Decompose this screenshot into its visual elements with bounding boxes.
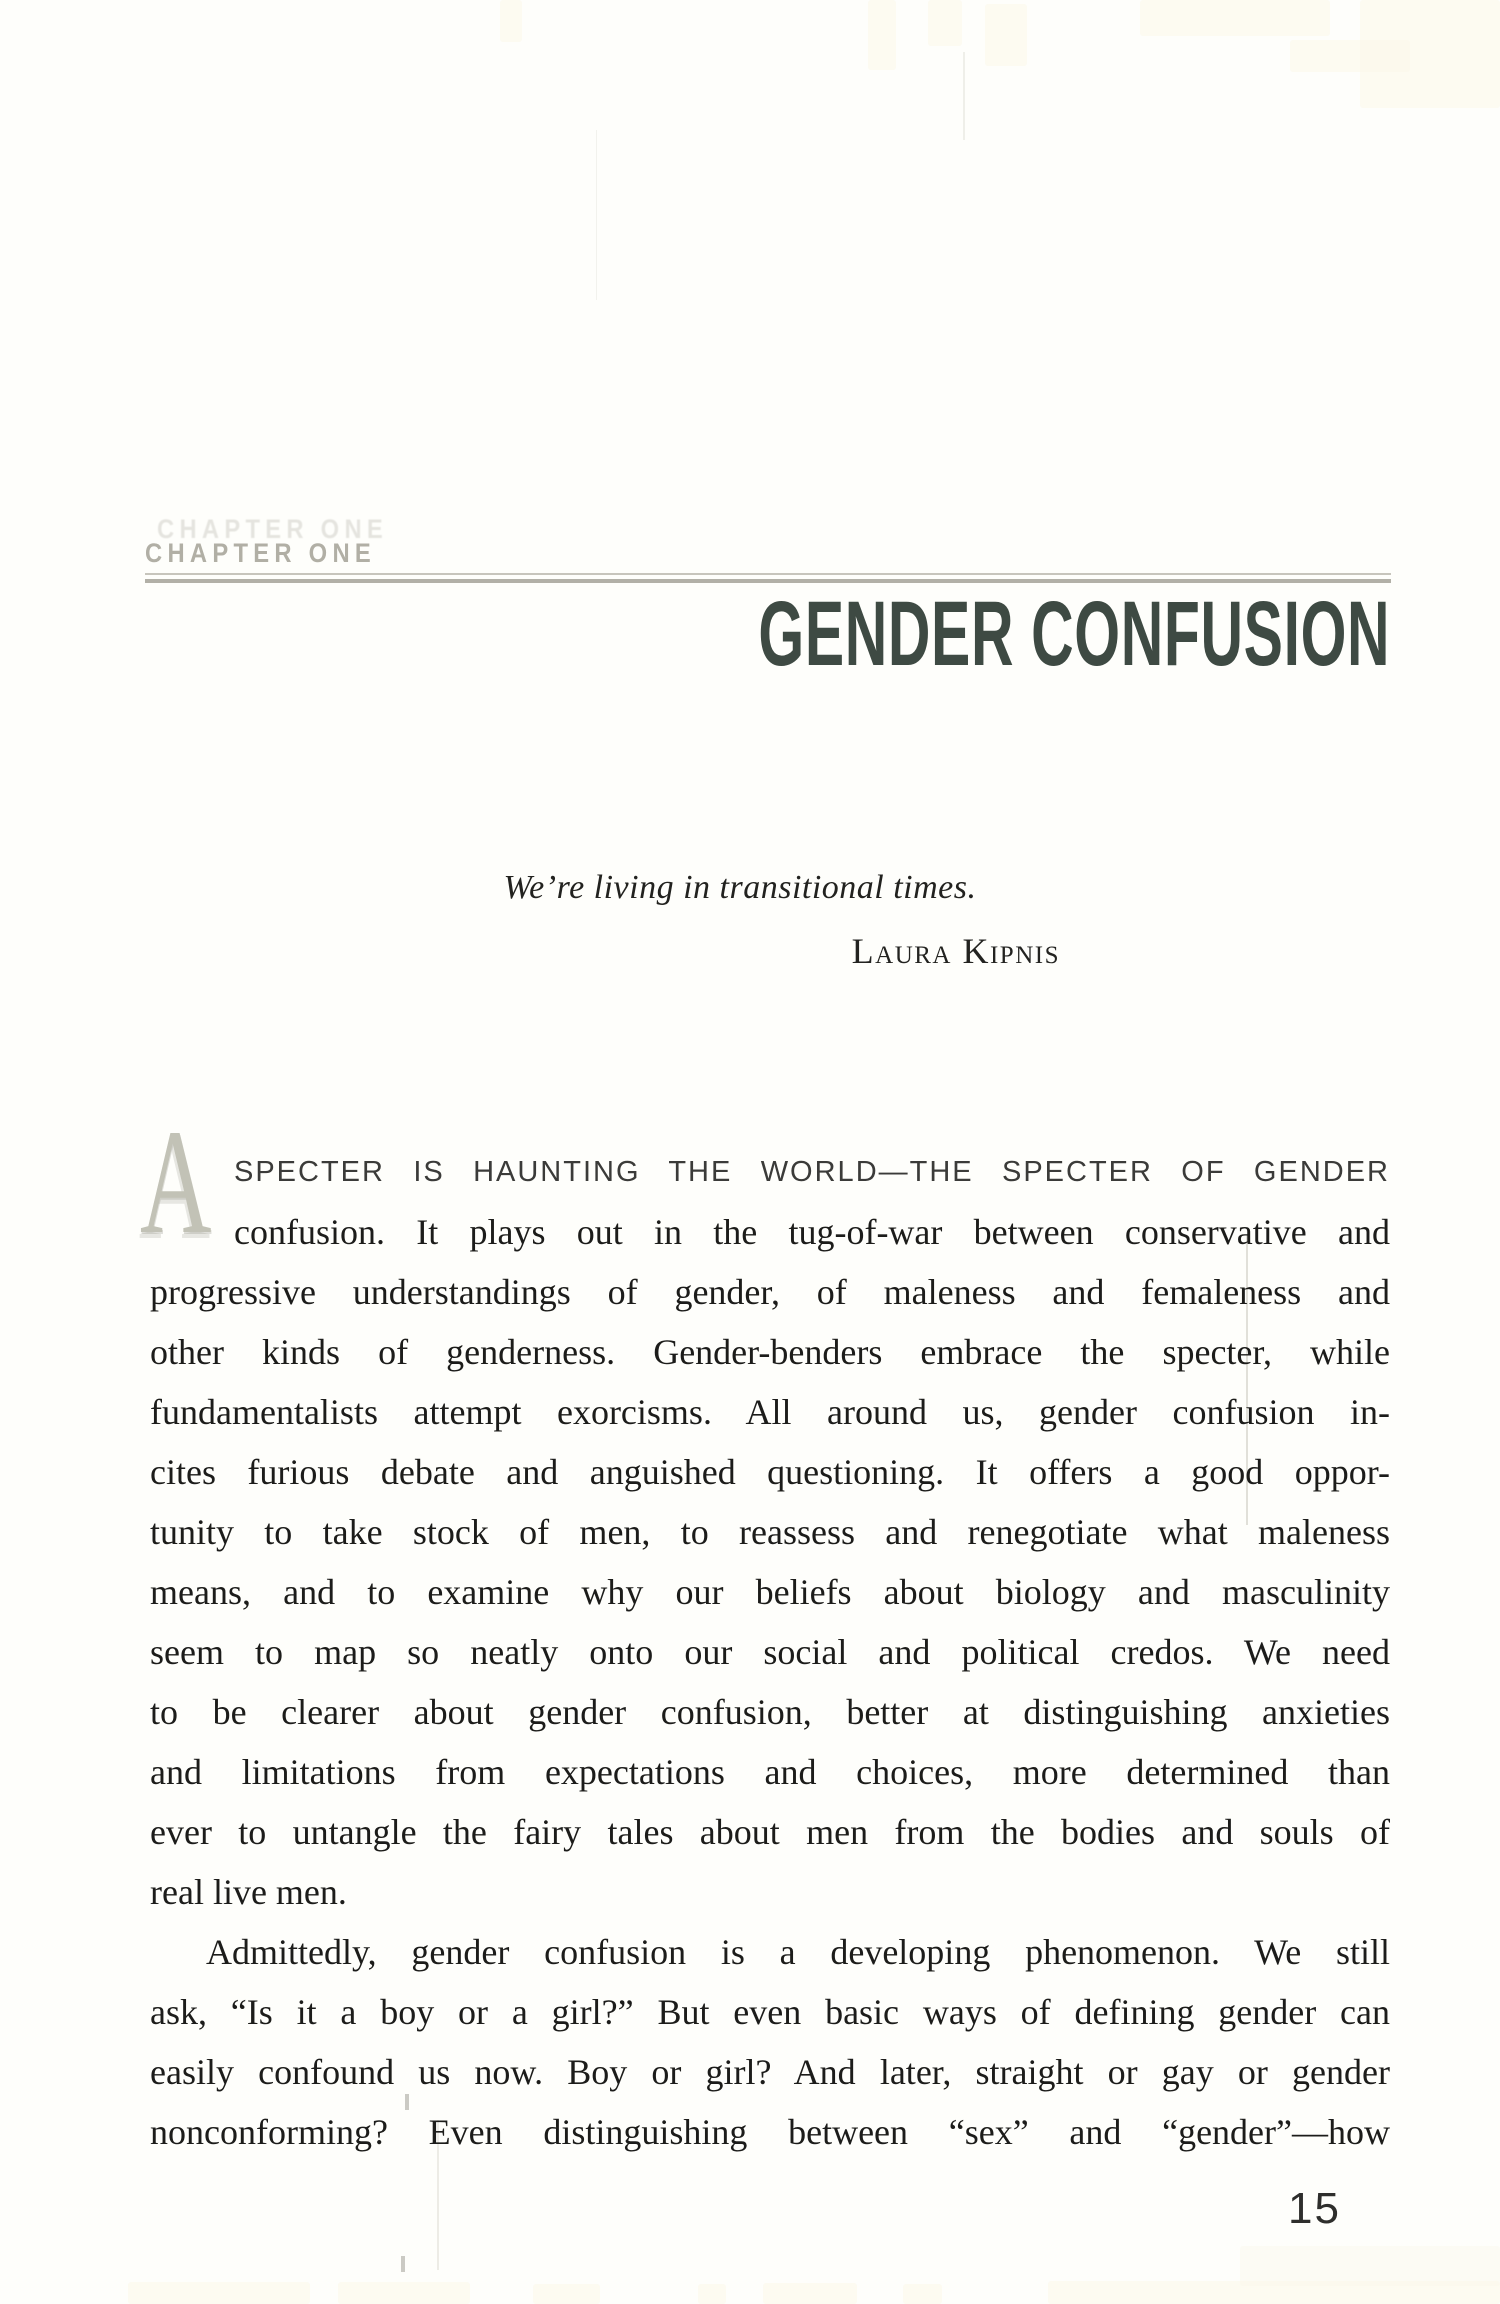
body-line: other kinds of genderness. Gender-benders embrace the specter, while (150, 1332, 1390, 1372)
body-line: nonconforming? Even distinguishing between “sex” and “gender”—how (150, 2112, 1390, 2152)
body-line: Admittedly, gender confusion is a developing phenomenon. We still (206, 1932, 1390, 1972)
scan-artifact (1360, 0, 1500, 108)
chapter-title: GENDER CONFUSION (758, 583, 1390, 685)
scan-artifact (128, 2282, 310, 2304)
body-line: means, and to examine why our beliefs about biology and masculinity (150, 1572, 1390, 1612)
chapter-rule-top (145, 573, 1391, 575)
scan-artifact (500, 0, 522, 42)
scan-artifact (868, 0, 896, 70)
body-line: confusion. It plays out in the tug-of-war between conservative and (234, 1212, 1390, 1252)
body-line: ever to untangle the fairy tales about men from the bodies and souls of (150, 1812, 1390, 1852)
scan-artifact (533, 2284, 600, 2304)
body-text (150, 1142, 1390, 2162)
scan-artifact (1048, 2281, 1500, 2304)
scan-crease (596, 130, 597, 300)
body-line: and limitations from expectations and choices, more determined than (150, 1752, 1390, 1792)
body-line: seem to map so neatly onto our social and political credos. We need (150, 1632, 1390, 1672)
page-number: 15 (1288, 2184, 1341, 2233)
chapter-label: CHAPTER ONE (145, 538, 377, 568)
scan-artifact (763, 2283, 857, 2304)
body-line: easily confound us now. Boy or girl? And later, straight or gay or gender (150, 2052, 1390, 2092)
scan-artifact (928, 0, 962, 46)
epigraph-quote: We’re living in transitional times. (503, 869, 977, 906)
body-line: progressive understandings of gender, of maleness and femaleness and (150, 1272, 1390, 1312)
chapter-label-ghost: CHAPTER ONE (157, 514, 389, 544)
body-line: fundamentalists attempt exorcisms. All around us, gender confusion in- (150, 1392, 1390, 1432)
body-line: SPECTER IS HAUNTING THE WORLD—THE SPECTER OF GENDER (234, 1156, 1390, 1188)
scan-artifact (338, 2282, 470, 2304)
scan-artifact (1290, 40, 1410, 72)
scan-artifact (985, 4, 1027, 66)
scan-crease (963, 52, 965, 140)
scan-artifact (1140, 0, 1330, 36)
scan-tick (401, 2256, 405, 2272)
body-line: cites furious debate and anguished questioning. It offers a good oppor- (150, 1452, 1390, 1492)
body-line: to be clearer about gender confusion, better at distinguishing anxieties (150, 1692, 1390, 1732)
body-line: tunity to take stock of men, to reassess and renegotiate what maleness (150, 1512, 1390, 1552)
epigraph-attribution: Laura Kipnis (851, 931, 1060, 971)
scan-artifact (1240, 2246, 1500, 2286)
scan-artifact (698, 2284, 726, 2304)
scan-artifact (903, 2284, 942, 2304)
drop-cap-letter: A (140, 1099, 212, 1265)
body-line: ask, “Is it a boy or a girl?” But even basic ways of defining gender can (150, 1992, 1390, 2032)
body-line: real live men. (150, 1872, 347, 1912)
